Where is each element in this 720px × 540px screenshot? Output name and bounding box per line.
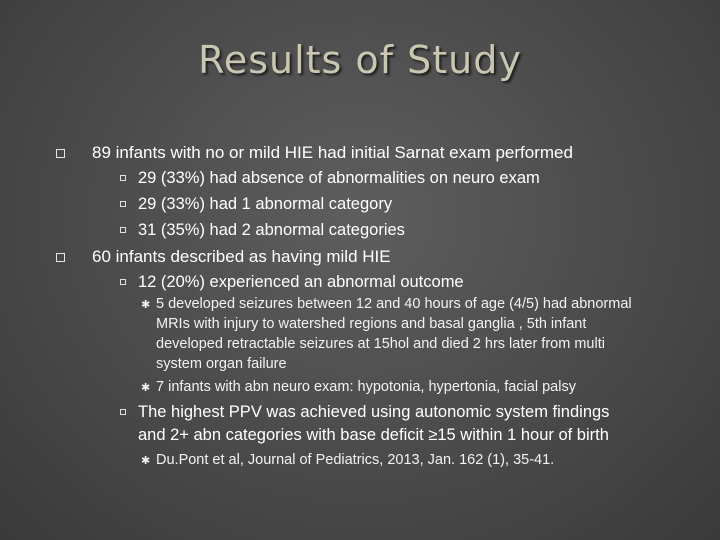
sub-bullet-text: The highest PPV was achieved using autonomic system findings (138, 403, 610, 421)
star-bullet-icon: ✱ (141, 455, 151, 467)
bullet-text: 89 infants with no or mild HIE had initial Sarnat exam performed (92, 143, 573, 162)
sub-bullet-text: 31 (35%) had 2 abnormal categories (138, 221, 405, 239)
detail-text: 7 infants with abn neuro exam: hypotonia, hypertonia, facial palsy (156, 379, 576, 395)
sub-bullet-icon (120, 201, 126, 207)
detail-text: 5 developed seizures between 12 and 40 hours of age (4/5) had abnormal (156, 296, 632, 312)
sub-bullet-text: 29 (33%) had 1 abnormal category (138, 195, 393, 213)
sub-bullet-text: and 2+ abn categories with base deficit ≥15 within 1 hour of birth (138, 426, 609, 444)
sub-bullet-icon (120, 279, 126, 285)
bullet-text: 60 infants described as having mild HIE (92, 247, 391, 266)
slide-title: Results of Study (198, 38, 522, 82)
sub-bullet-icon (120, 175, 126, 181)
sub-bullet-icon (120, 227, 126, 233)
star-bullet-icon: ✱ (141, 382, 151, 394)
detail-text: MRIs with injury to watershed regions and basal ganglia , 5th infant (156, 316, 587, 332)
sub-bullet-icon (120, 409, 126, 415)
star-bullet-icon: ✱ (141, 299, 151, 311)
detail-text: system organ failure (156, 356, 287, 372)
sub-bullet-text: 29 (33%) had absence of abnormalities on neuro exam (138, 169, 540, 187)
sub-bullet-text: 12 (20%) experienced an abnormal outcome (138, 273, 464, 291)
square-bullet-icon (56, 149, 65, 158)
citation-text: Du.Pont et al, Journal of Pediatrics, 2013, Jan. 162 (1), 35-41. (156, 452, 555, 468)
square-bullet-icon (56, 253, 65, 262)
detail-text: developed retractable seizures at 15hol and died 2 hrs later from multi (156, 336, 605, 352)
